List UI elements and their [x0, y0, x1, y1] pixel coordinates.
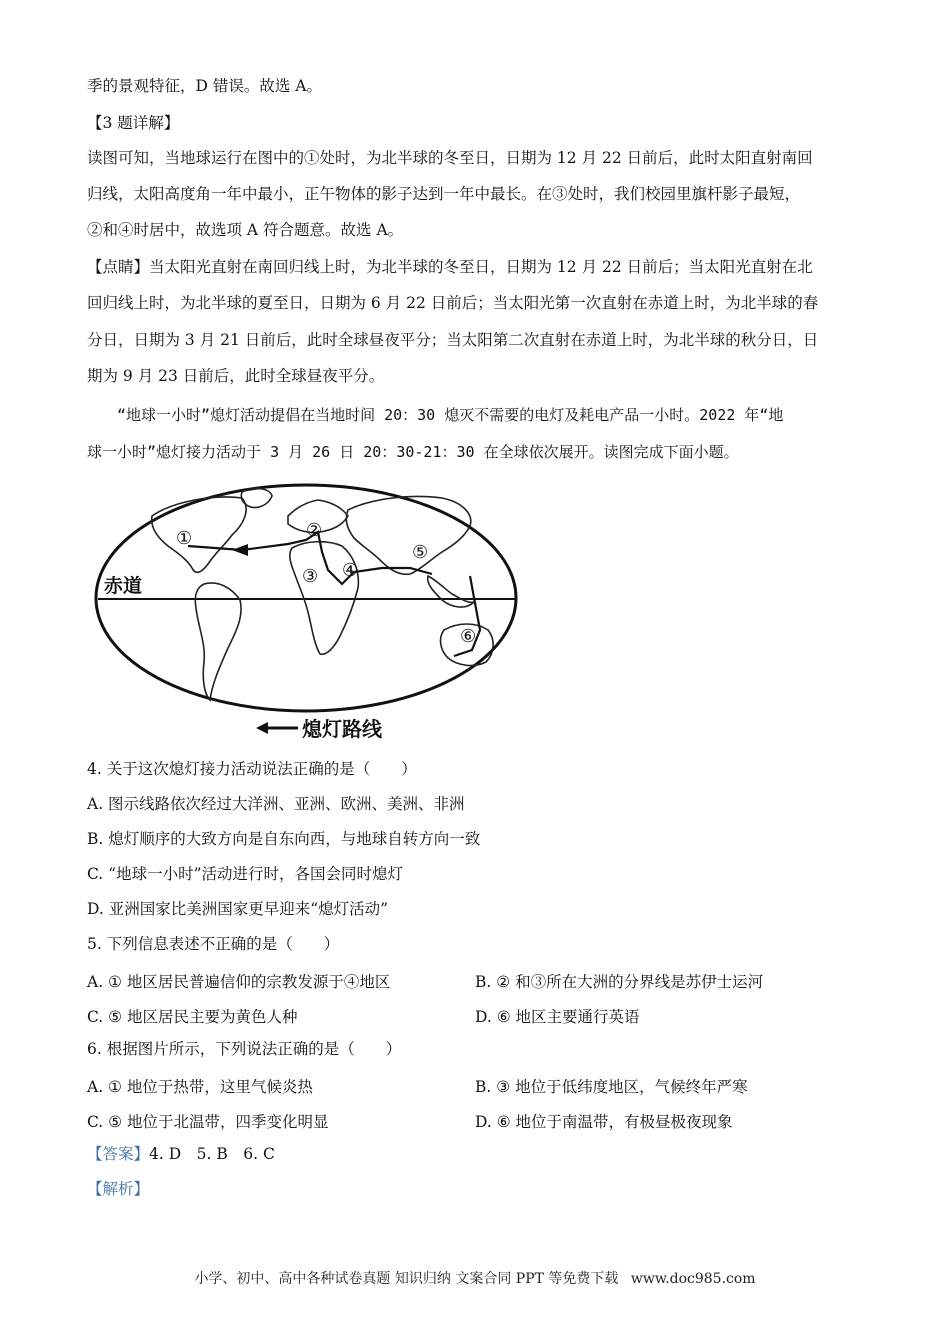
- question-4-option-a: A. 图示线路依次经过大洋洲、亚洲、欧洲、美洲、非洲: [87, 795, 465, 813]
- answer-text: 4. D 5. B 6. C: [149, 1145, 275, 1163]
- paragraph-line: 期为 9 月 23 日前后，此时全球昼夜平分。: [87, 367, 385, 385]
- question-5-stem: 5. 下列信息表述不正确的是（ ）: [87, 935, 340, 953]
- footer-text: 小学、初中、高中各种试卷真题 知识归纳 文案合同 PPT 等免费下载: [194, 1271, 619, 1287]
- equator-label: 赤道: [104, 575, 143, 597]
- question-5-option-a: A. ① 地区居民普遍信仰的宗教发源于④地区: [87, 973, 391, 991]
- answer-label: 【答案】: [87, 1145, 150, 1163]
- question-4-stem: 4. 关于这次熄灯接力活动说法正确的是（ ）: [87, 760, 417, 778]
- question-4-option-c: C. “地球一小时”活动进行时，各国会同时熄灯: [87, 865, 404, 883]
- question-4-option-b: B. 熄灯顺序的大致方向是自东向西，与地球自转方向一致: [87, 830, 481, 848]
- paragraph-line: 分日，日期为 3 月 21 日前后，此时全球昼夜平分；当太阳第二次直射在赤道上时，为北半球的秋分日，日: [87, 331, 819, 349]
- answer-line: [87, 1136, 867, 1173]
- question-5-option-c: C. ⑤ 地区居民主要为黄色人种: [87, 1008, 298, 1026]
- question-lead-line: “地球一小时”熄灯活动提倡在当地时间 20：30 熄灭不需要的电灯及耗电产品一小时。2022 年“地: [117, 406, 784, 424]
- question-6-option-c: C. ⑤ 地位于北温带，四季变化明显: [87, 1113, 329, 1131]
- paragraph-line: ②和④时居中，故选项 A 符合题意。故选 A。: [87, 221, 404, 239]
- north-america-outline: [152, 497, 246, 572]
- world-map-svg: [92, 480, 532, 745]
- question-lead-line: 球一小时”熄灯接力活动于 3 月 26 日 20：30-21：30 在全球依次展开。读图完成下面小题。: [87, 443, 739, 461]
- footer-site-link[interactable]: www.doc985.com: [630, 1271, 756, 1287]
- paragraph-line: 【点睛】当太阳光直射在南回归线上时，为北半球的冬至日，日期为 12 月 22 日前后；当太阳光直射在北: [87, 258, 813, 276]
- map-markers: [176, 520, 476, 647]
- marker-2: ②: [306, 520, 323, 541]
- route-arrowhead: [232, 544, 248, 556]
- legend-label: 熄灯路线: [302, 717, 382, 741]
- analysis-label: 【解析】: [87, 1180, 150, 1198]
- question-5-option-b: B. ② 和③所在大洲的分界线是苏伊士运河: [475, 973, 764, 991]
- question-6-stem: 6. 根据图片所示，下列说法正确的是（ ）: [87, 1040, 402, 1058]
- marker-1: ①: [176, 528, 193, 549]
- legend-arrowhead: [256, 722, 268, 734]
- south-america-outline: [195, 583, 241, 700]
- question-6-option-d: D. ⑥ 地位于南温带，有极昼极夜现象: [475, 1113, 733, 1131]
- world-map-figure: [92, 480, 532, 745]
- paragraph-line: 季的景观特征，D 错误。故选 A。: [87, 77, 322, 95]
- page-footer: [0, 1268, 950, 1288]
- paragraph-line: 归线，太阳高度角一年中最小，正午物体的影子达到一年中最长。在③处时，我们校园里旗杆影子最短，: [87, 185, 801, 203]
- section-heading-q3: 【3 题详解】: [87, 114, 180, 132]
- marker-6: ⑥: [460, 626, 477, 647]
- southeast-asia-outline: [428, 576, 474, 607]
- marker-4: ④: [342, 560, 359, 581]
- marker-5: ⑤: [412, 542, 429, 563]
- marker-3: ③: [302, 566, 319, 587]
- question-6-option-a: A. ① 地位于热带，这里气候炎热: [87, 1078, 313, 1096]
- greenland-outline: [241, 489, 272, 508]
- question-4-option-d: D. 亚洲国家比美洲国家更早迎来“熄灯活动”: [87, 900, 389, 918]
- paragraph-line: 回归线上时，为北半球的夏至日，日期为 6 月 22 日前后；当太阳光第一次直射在赤道上时，为北半球的春: [87, 294, 819, 312]
- continent-outlines: [152, 489, 493, 700]
- asia-outline: [346, 497, 470, 575]
- question-5-option-d: D. ⑥ 地区主要通行英语: [475, 1008, 640, 1026]
- question-6-option-b: B. ③ 地位于低纬度地区，气候终年严寒: [475, 1078, 748, 1096]
- paragraph-line: 读图可知，当地球运行在图中的①处时，为北半球的冬至日，日期为 12 月 22 日前后，此时太阳直射南回: [87, 149, 813, 167]
